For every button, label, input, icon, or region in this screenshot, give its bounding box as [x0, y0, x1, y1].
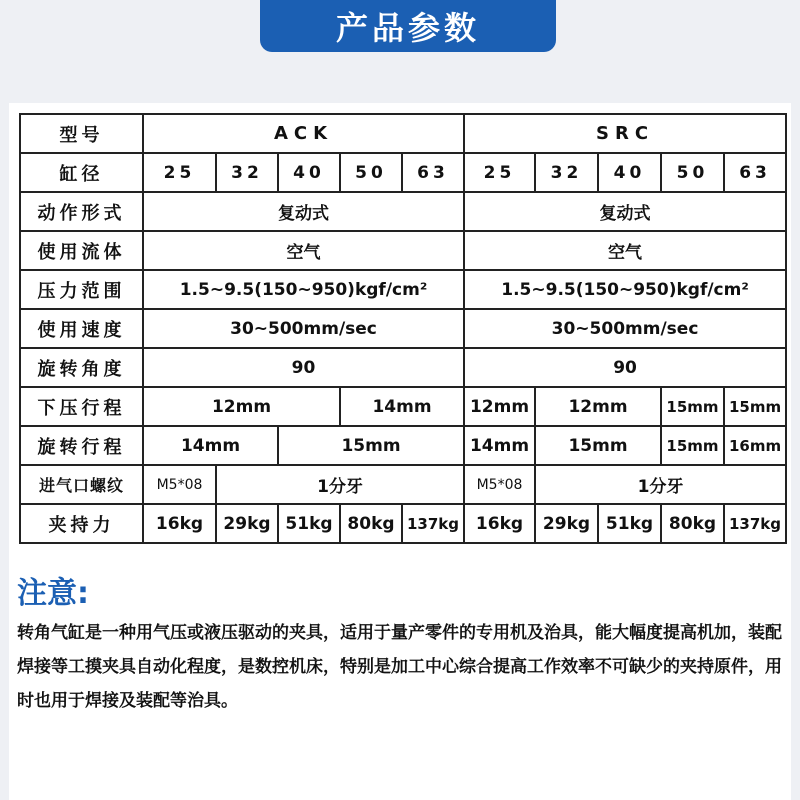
row-label: 动作形式 [20, 192, 143, 231]
port-src-cell: M5*08 [464, 465, 535, 504]
port-ack-cell: 1分牙 [216, 465, 464, 504]
bore-cell: 40 [278, 153, 340, 192]
spec-table [19, 113, 787, 544]
rotate-ack-cell: 15mm [278, 426, 464, 465]
row-label: 旋转角度 [20, 348, 143, 387]
rotate-ack-cell: 14mm [143, 426, 278, 465]
table-row [20, 153, 786, 192]
bore-cell: 32 [535, 153, 598, 192]
bore-cell: 25 [143, 153, 216, 192]
clamp-cell: 137kg [724, 504, 786, 543]
speed-ack: 30~500mm/sec [143, 309, 464, 348]
angle-src: 90 [464, 348, 786, 387]
bore-cell: 32 [216, 153, 278, 192]
table-row [20, 270, 786, 309]
row-label: 使用流体 [20, 231, 143, 270]
note-title: 注意: [17, 576, 89, 611]
port-src-cell: 1分牙 [535, 465, 786, 504]
press-src-cell: 12mm [464, 387, 535, 426]
page-title-banner [260, 0, 556, 52]
angle-ack: 90 [143, 348, 464, 387]
table-row [20, 387, 786, 426]
rotate-src-cell: 15mm [535, 426, 661, 465]
row-label: 进气口螺纹 [20, 465, 143, 504]
clamp-cell: 16kg [464, 504, 535, 543]
row-label: 型号 [20, 114, 143, 153]
fluid-ack: 空气 [143, 231, 464, 270]
rotate-src-cell: 15mm [661, 426, 724, 465]
press-src-cell: 12mm [535, 387, 661, 426]
table-row [20, 465, 786, 504]
action-ack: 复动式 [143, 192, 464, 231]
pressure-ack: 1.5~9.5(150~950)kgf/cm² [143, 270, 464, 309]
bore-cell: 40 [598, 153, 661, 192]
press-src-cell: 15mm [661, 387, 724, 426]
speed-src: 30~500mm/sec [464, 309, 786, 348]
row-label: 压力范围 [20, 270, 143, 309]
table-row [20, 231, 786, 270]
bore-cell: 63 [402, 153, 464, 192]
bore-cell: 50 [340, 153, 402, 192]
clamp-cell: 80kg [661, 504, 724, 543]
pressure-src: 1.5~9.5(150~950)kgf/cm² [464, 270, 786, 309]
table-row [20, 114, 786, 153]
clamp-cell: 80kg [340, 504, 402, 543]
table-row [20, 348, 786, 387]
table-row [20, 504, 786, 543]
press-ack-cell: 12mm [143, 387, 340, 426]
table-row [20, 192, 786, 231]
row-label: 下压行程 [20, 387, 143, 426]
table-row [20, 309, 786, 348]
table-row [20, 426, 786, 465]
clamp-cell: 29kg [535, 504, 598, 543]
clamp-cell: 137kg [402, 504, 464, 543]
row-label: 夹持力 [20, 504, 143, 543]
clamp-cell: 29kg [216, 504, 278, 543]
note-text: 转角气缸是一种用气压或液压驱动的夹具，适用于量产零件的专用机及治具，能大幅度提高机加，装配焊接等工摸夹具自动化程度，是数控机床，特别是加工中心综合提高工作效率不可缺少的夹持原件，用时也用于焊接及装配等治具。 [17, 623, 782, 711]
port-ack-cell: M5*08 [143, 465, 216, 504]
row-label: 使用速度 [20, 309, 143, 348]
bore-cell: 63 [724, 153, 786, 192]
row-label: 旋转行程 [20, 426, 143, 465]
bore-cell: 25 [464, 153, 535, 192]
clamp-cell: 51kg [598, 504, 661, 543]
bore-cell: 50 [661, 153, 724, 192]
press-ack-cell: 14mm [340, 387, 464, 426]
clamp-cell: 16kg [143, 504, 216, 543]
rotate-src-cell: 14mm [464, 426, 535, 465]
press-src-cell: 15mm [724, 387, 786, 426]
page-title: 产品参数 [335, 9, 480, 47]
model-ack: ACK [143, 114, 464, 153]
action-src: 复动式 [464, 192, 786, 231]
model-src: SRC [464, 114, 786, 153]
row-label: 缸径 [20, 153, 143, 192]
rotate-src-cell: 16mm [724, 426, 786, 465]
fluid-src: 空气 [464, 231, 786, 270]
clamp-cell: 51kg [278, 504, 340, 543]
